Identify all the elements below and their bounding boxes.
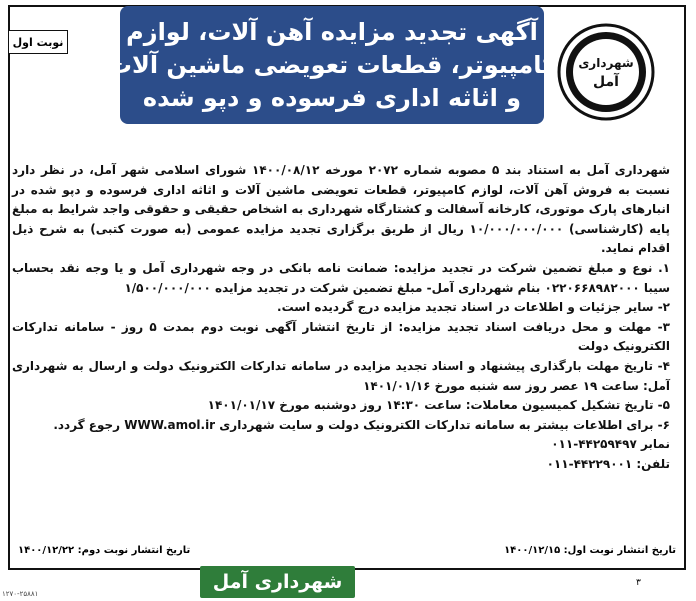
item-5: ۵- تاریخ تشکیل کمیسیون معاملات: ساعت ۱۴:۳۰ روز دوشنبه مورخ ۱۴۰۱/۰۱/۱۷ [207,398,670,413]
logo-ring-icon [559,25,653,119]
logo-text-1: شهرداری [578,56,634,70]
title-line-3: و اثاثه اداری فرسوده و دپو شده [142,83,522,112]
date-second-publication: تاریخ انتشار نوبت دوم: ۱۴۰۰/۱۲/۲۲ [18,545,191,556]
intro-paragraph: شهرداری آمل به استناد بند ۵ مصوبه شماره ۲۰۷۲ مورخه ۱۴۰۰/۰۸/۱۲ شورای اسلامی شهر آمل، در نظر دارد نسبت به فروش آهن آلات، لوازم کامپیوتر، قطعات تعویضی ماشین آلات و اثاثه اداری فرسوده و دپو شده در انبارهای پارک موتوری، کارخانه آسفالت و کشتارگاه شهرداری به اشخاص حقیقی و حقوقی واجد شرایط به مبلغ پایه (کارشناسی) ۱۰/۰۰۰/۰۰۰/۰۰۰ ریال از طریق برگزاری تجدید مزایده عمومی (به صورت کتبی) به شرح ذیل اقدام نماید. [12,163,671,256]
round-badge: نوبت اول [8,30,68,54]
page-number: ۳ [636,578,641,588]
phone-number: تلفن: ۴۴۲۲۹۰۰۱-۰۱۱ [546,456,670,471]
title-line-2: کامپیوتر، قطعات تعویضی ماشین آلات [107,50,557,79]
footer-municipality: شهرداری آمل [200,566,355,598]
notice-body [12,161,670,475]
item-2: ۲- سایر جزئیات و اطلاعات در اسناد تجدید مزایده درج گردیده است. [277,300,670,315]
ad-code: ۱۲۷۰-۲۵۸۸۱ [2,590,39,598]
logo-text-2: آمل [593,74,619,90]
item-6: ۶- برای اطلاعات بیشتر به سامانه تدارکات الکترونیک دولت و سایت شهرداری WWW.amol.ir رجوع گردد. [53,417,670,432]
title-line-1: آگهی تجدید مزایده آهن آلات، لوازم [126,17,538,46]
item-1: ۱. نوع و مبلغ تضمین شرکت در تجدید مزایده: ضمانت نامه بانکی در وجه شهرداری آمل و یا وجه نقد بحساب سیبا ۰۲۲۰۶۶۸۹۸۲۰۰۰ بنام شهرداری آمل- مبلغ تضمین شرکت در تجدید مزایده ۱/۵۰۰/۰۰۰/۰۰۰ [12,260,670,295]
fax-number: نمابر ۴۴۲۵۹۴۹۷-۰۱۱ [551,437,670,452]
item-4: ۴- تاریخ مهلت بارگذاری پیشنهاد و اسناد تجدید مزایده در سامانه تدارکات الکترونیک دولت و ارسال به شهرداری آمل: ساعت ۱۹ عصر روز سه شنبه مورخ ۱۴۰۱/۰۱/۱۶ [12,358,670,393]
date-first-publication: تاریخ انتشار نوبت اول: ۱۴۰۰/۱۲/۱۵ [504,545,676,556]
item-3: ۳- مهلت و محل دریافت اسناد تجدید مزایده: از تاریخ انتشار آگهی نوبت دوم بمدت ۵ روز - سامانه تدارکات الکترونیک دولت [12,319,670,354]
title-banner [107,6,557,124]
municipality-logo [547,22,665,122]
